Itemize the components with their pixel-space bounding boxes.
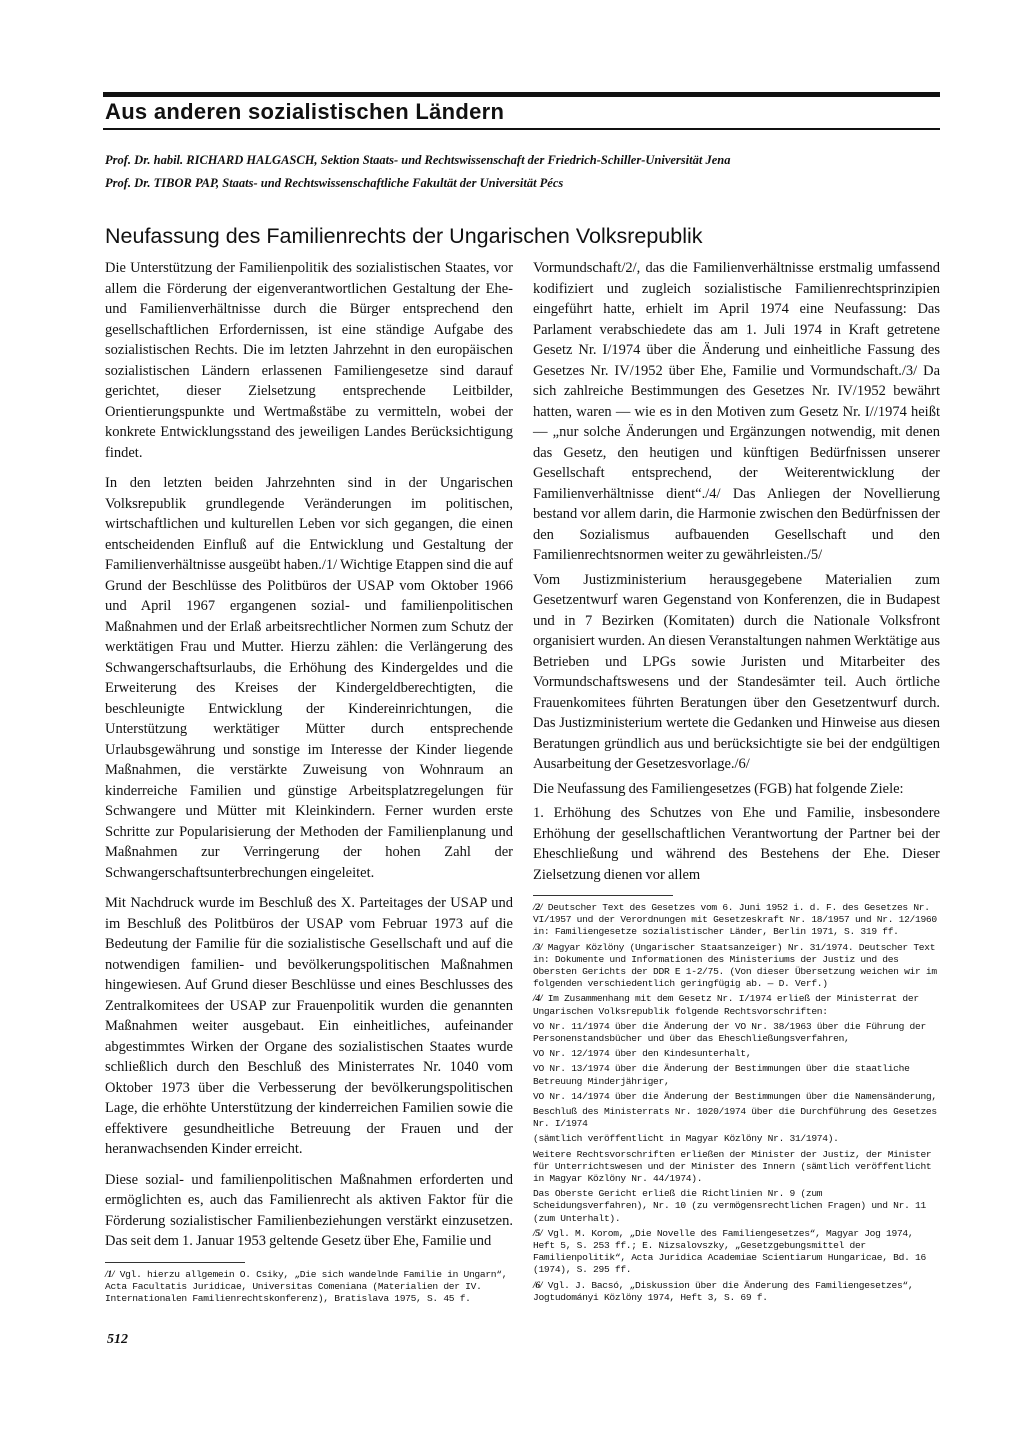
footnote-text: Deutscher Text des Gesetzes vom 6. Juni 1952 i. d. F. des Gesetzes Nr. VI/1957 und der Verordnungen mit Gesetzeskraft Nr. 18/1957 und Nr. 12/1960 in: Familiengesetze sozialistischer Länder, Berlin 1971, S. 319 ff. (533, 902, 937, 938)
footnote-ref: /2/ (533, 902, 543, 913)
paragraph: Die Neufassung des Familiengesetzes (FGB) hat folgende Ziele: (533, 780, 904, 797)
paragraph: Diese sozial- und familienpolitischen Maßnahmen erforderten und ermöglichten es, auch das Familienrecht als aktiven Faktor für die Förderung sozialistischer Familienbeziehungen verstärkt einzusetzen. Das seit dem 1. Januar 1953 geltende Gesetz über Ehe, Familie und (105, 1171, 513, 1249)
footnote-text: Weitere Rechtsvorschriften erließen der Minister der Justiz, der Minister für Unterrichtswesen und der Minister des Innern (sämtlich veröffentlicht in Magyar Közlöny Nr. 44/1974). (533, 1148, 932, 1185)
footnote (533, 1091, 940, 1103)
right-column (533, 258, 940, 1307)
author-pap: Prof. Dr. TIBOR PAP, Staats- und Rechtswissenschaftliche Fakultät der Universität Pécs (105, 176, 564, 190)
footnote-text: Beschluß des Ministerrats Nr. 1020/1974 über die Durchführung des Gesetzes Nr. I/1974 (533, 1106, 937, 1130)
footnote-ref: /3/ (533, 941, 543, 953)
footnote (533, 1280, 940, 1304)
left-column (105, 258, 513, 1308)
footnote (533, 993, 940, 1017)
page-number: 512 (107, 1332, 128, 1347)
footnote-divider (105, 1262, 245, 1263)
footnote (533, 1063, 940, 1087)
footnote (533, 902, 940, 939)
footnote-ref: /1/ (105, 1268, 115, 1280)
footnote-text: Im Zusammenhang mit dem Gesetz Nr. I/1974 erließ der Ministerrat der Ungarischen Volksrepublik folgende Rechtsvorschriften: (533, 993, 919, 1017)
paragraph: Mit Nachdruck wurde im Beschluß des X. Parteitages der USAP und im Beschluß des Politbüros der USAP vom Februar 1973 auf die Bedeutung der Familie für die sozialistische Gesellschaft und auf die notwendigen familien- und bevölkerungspolitischen Maßnahmen hingewiesen. Auf Grund dieser Beschlüsse und eines Beschlusses des Zentralkomitees der USAP zur Frauenpolitik wurden die genannten Maßnahmen weiter ausgebaut. Ein einheitliches, aufeinander abgestimmtes Wirken der Organe des sozialistischen Staates wurde schließlich durch den Beschluß des Ministerrates Nr. 1040 vom Oktober 1973 über die Verbesserung der bevölkerungspolitischen Lage, die erhöhte Unterstützung der kinderreichen Familien sowie die effektivere gesundheitliche Betreuung der Frauen und der heranwachsenden Kinder erreicht. (105, 895, 513, 1157)
footnote-ref: /4/ (533, 993, 543, 1005)
footnote-text: (sämtlich veröffentlicht in Magyar Közlöny Nr. 31/1974). (533, 1133, 839, 1145)
footnote (105, 1269, 513, 1306)
footnote-text: Das Oberste Gericht erließ die Richtlinien Nr. 9 (zum Scheidungsverfahren), Nr. 10 (zu vermögensrechtlichen Fragen) und Nr. 11 (zum Unterhalt). (533, 1188, 926, 1224)
footnote-text: Magyar Közlöny (Ungarischer Staatsanzeiger) Nr. 31/1974. Deutscher Text in: Dokumente und Informationen des Ministeriums der Justiz und des Obersten Gerichts der DDR E 1-2/75. (Von dieser Übersetzung weichen wir im folgenden verschiedentlich geringfügig ab. — D. Verf.) (533, 941, 937, 990)
footnote-text: Vgl. M. Korom, „Die Novelle des Familiengesetzes“, Magyar Jog 1974, Heft 5, S. 253 ff.; E. Nizsalovszky, „Gesetzgebungsmittel der Familienpolitik“, Acta Juridica Academiae Scientiarum Hungaricae, Bd. 16 (1974), S. 295 ff. (533, 1227, 926, 1276)
footnote (533, 1133, 940, 1145)
paragraph: In den letzten beiden Jahrzehnten sind in der Ungarischen Volksrepublik grundlegende Veränderungen im politischen, wirtschaftlichen und kulturellen Leben vor sich gegangen, die einen entscheidenden Einfluß auf die Entwicklung und Gestaltung der Familienverhältnisse ausgeübt haben./1/ Wichtige Etappen sind die auf Grund der Beschlüsse des Politbüros der USAP vom Oktober 1966 und April 1967 ergangenen sozial- und familienpolitischen Maßnahmen und der Erlaß arbeitsrechtlicher Normen zum Schutz der werktätigen Frau und Mutter. Hierzu zählen: die Verlängerung des Schwangerschaftsurlaubs, die Erhöhung des Kindergeldes und die Erweiterung des Kreises der Kindergeldberechtigten, die beschleunigte Entwicklung der Kindereinrichtungen, die Unterstützung werktätiger Mütter durch entsprechende Urlaubsgewährung und sonstige im Interesse der Kinder liegende Maßnahmen, die verstärkte Zuweisung von Wohnraum an kinderreiche Familien und günstige Arbeitsplatzregelungen für Schwangere und Mütter mit Kleinkindern. Ferner wurden erste Schritte zur Popularisierung der Methoden der Familienplanung und Maßnahmen zur Verringerung der hohen Zahl der Schwangerschaftsunterbrechungen eingeleitet. (105, 475, 513, 881)
footnote-text: VO Nr. 13/1974 über die Änderung der Bestimmungen über die staatliche Betreuung Minderjähriger, (533, 1063, 910, 1087)
footnotes-left (105, 1269, 513, 1306)
footnote-text: VO Nr. 11/1974 über die Änderung der VO Nr. 38/1963 über die Führung der Personenstandsbücher und über das Eheschließungsverfahren, (533, 1020, 926, 1045)
footnote-text: Vgl. J. Bacsó, „Diskussion über die Änderung des Familiengesetzes“, Jogtudományi Közlöny 1974, Heft 3, S. 69 f. (533, 1279, 914, 1303)
footnote (533, 1021, 940, 1045)
paragraph: Vormundschaft/2/, das die Familienverhältnisse erstmalig umfassend kodifiziert und zugleich sozialistische Familienrechtsprinzipien eingeführt hatte, erhielt im April 1974 eine Neufassung: Das Parlament verabschiedete das am 1. Juli 1974 in Kraft getretene Gesetz Nr. I/1974 über die Änderung und einheitliche Fassung des Gesetzes Nr. IV/1952 über Ehe, Familie und Vormundschaft./3/ Da sich zahlreiche Bestimmungen des Gesetzes Nr. IV/1952 bewährt hatten, waren — wie es in den Motiven zum Gesetz Nr. I//1974 heißt — „nur solche Änderungen und Ergänzungen notwendig, mit denen das Gesetz, den heutigen und künftigen Bedürfnissen unserer Gesellschaft entsprechend, der Weiterentwicklung der Familienverhältnisse dient“./4/ Das Anliegen der Novellierung bestand vor allem darin, die Harmonie zwischen den Bedürfnissen der den Sozialismus aufbauenden Gesellschaft und den Familienrechtsnormen weiter zu gewährleisten./5/ (533, 260, 940, 563)
paragraph: 1. Erhöhung des Schutzes von Ehe und Familie, insbesondere Erhöhung der gesellschaftlichen Verantwortung der Partner bei der Eheschließung und während des Bestehens der Ehe. Dieser Zielsetzung dienen vor allem (533, 805, 940, 883)
paragraph: Vom Justizministerium herausgegebene Materialien zum Gesetzentwurf waren Gegenstand von Konferenzen, die in Budapest und in 7 Bezirken (Komitaten) durch die Nationale Volksfront organisiert wurden. An diesen Veranstaltungen nahmen Werktätige aus Betrieben und LPGs sowie Juristen und Mitarbeiter des Vormundschaftswesens und der Standesämter teil. Auch örtliche Frauenkomitees führten Beratungen über den Gesetzentwurf durch. Das Justizministerium wertete die Gedanken und Hinweise aus diesen Beratungen gründlich aus und berücksichtigte sie bei der endgültigen Ausarbeitung der Gesetzesvorlage./6/ (533, 571, 940, 772)
footnote-ref: /6/ (533, 1279, 543, 1291)
footnote-text: VO Nr. 12/1974 über den Kindesunterhalt, (533, 1048, 752, 1060)
author-halgasch: Prof. Dr. habil. RICHARD HALGASCH, Sektion Staats- und Rechtswissenschaft der Friedrich-Schiller-Universität Jena (105, 153, 731, 167)
header-rule-bottom (103, 128, 940, 130)
footnote (533, 1188, 940, 1225)
footnote (533, 1048, 940, 1060)
footnote-ref: /5/ (533, 1227, 543, 1239)
footnote-text: Vgl. hierzu allgemein O. Csiky, „Die sich wandelnde Familie in Ungarn“, Acta Facultatis Juridicae, Universitas Comeniana (Materialien der IV. Internationalen Familienrechtskonferenz), Bratislava 1975, S. 45 f. (105, 1268, 508, 1304)
author-block (105, 152, 945, 198)
paragraph: Die Unterstützung der Familienpolitik des sozialistischen Staates, vor allem die Förderung der eigenverantwortlichen Gestaltung der Ehe- und Familienverhältnisse durch die Bürger entsprechend den gesellschaftlichen Erfordernissen, ist eine ständige Aufgabe des sozialistischen Rechts. Die im letzten Jahrzehnt in den europäischen sozialistischen Ländern erlassenen Familiengesetze sind darauf gerichtet, dieser Zielsetzung entsprechende Leitbilder, Orientierungspunkte und Wertmaßstäbe zu vermitteln, wobei der konkrete Entwicklungsstand des jeweiligen Landes Berücksichtigung findet. (105, 260, 513, 461)
footnotes-right (533, 902, 940, 1304)
footnote (533, 942, 940, 991)
footnote-divider (533, 895, 673, 896)
footnote (533, 1228, 940, 1277)
footnote (533, 1106, 940, 1130)
footnote-text: VO Nr. 14/1974 über die Änderung der Bestimmungen über die Namensänderung, (533, 1090, 937, 1102)
article-title: Neufassung des Familienrechts der Ungarischen Volksrepublik (105, 224, 703, 248)
footnote (533, 1149, 940, 1186)
section-title: Aus anderen sozialistischen Ländern (105, 99, 505, 124)
